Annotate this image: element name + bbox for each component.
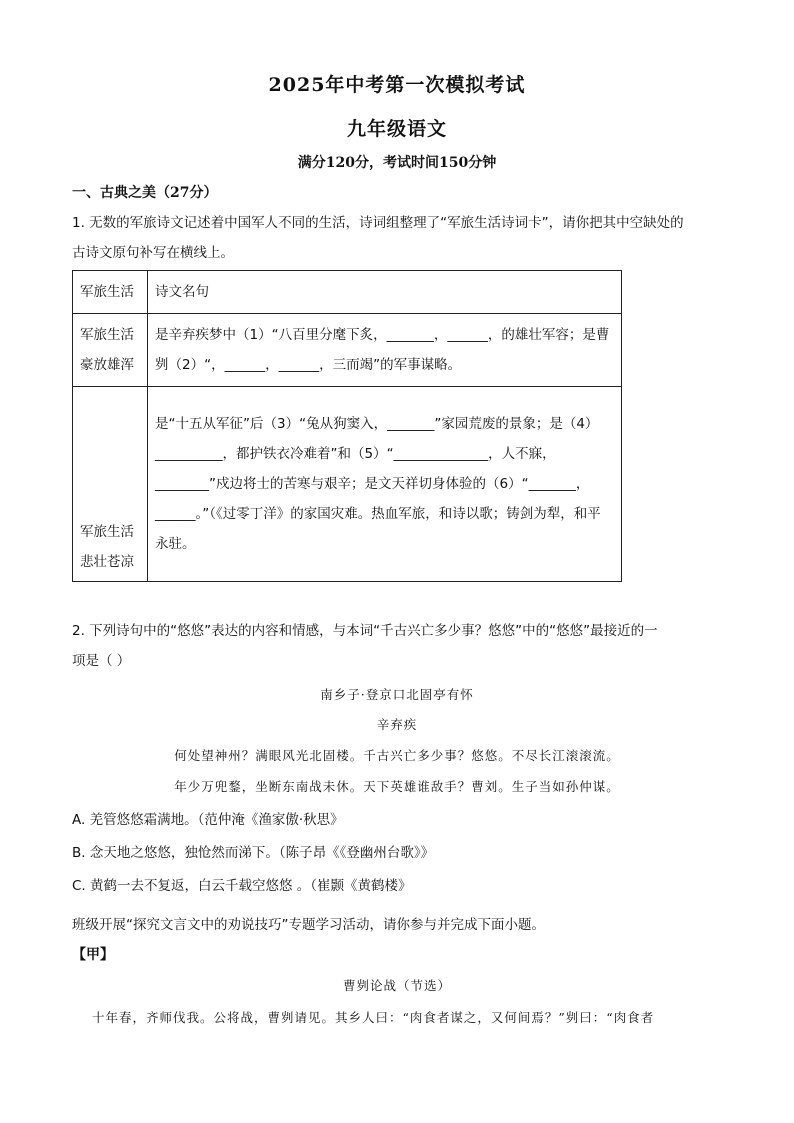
question-2-line-2: 项是（ ） xyxy=(72,653,131,669)
poem-line: 年少万兜鍪，坐断东南战未休。天下英雄谁敌手？曹刘。生子当如孙仲谋。 xyxy=(174,779,620,794)
question-1-line-2: 古诗文原句补写在横线上。 xyxy=(72,245,234,261)
option-c: C. 黄鹤一去不复返，白云千载空悠悠 。（崔颢《黄鹤楼》 xyxy=(72,878,412,894)
poem-author: 辛弃疾 xyxy=(376,717,418,732)
activity-intro: 班级开展“探究文言文中的劝说技巧”专题学习活动，请你参与并完成下面小题。 xyxy=(72,917,545,933)
option-b: B. 念天地之悠悠，独怆然而涕下。（陈子昂《《登幽州台歌》》 xyxy=(72,845,435,861)
poem-title: 南乡子·登京口北固亭有怀 xyxy=(320,687,474,702)
exam-info: 满分120分，考试时间150分钟 xyxy=(297,155,497,171)
table-row-content: 是“十五从军征”后（3）“兔从狗窦入，_______”家园荒废的景象；是（4）__________，都护铁衣冷难着”和（5）“______________，人不寐，________”戍边将士的苦寒与艰辛；是文天祥切身体验的（6）“_______，______。”（《过零丁洋》的家国灾难。热血军旅，和诗以歌；铸剑为犁，和平永驻。 xyxy=(148,387,622,582)
table-header-cell: 军旅生活 xyxy=(73,271,148,314)
article-title: 曹刿论战（节选） xyxy=(342,978,451,993)
table-header-row xyxy=(73,271,622,314)
question-2-line-1: 2. 下列诗句中的“悠悠”表达的内容和情感，与本词“千古兴亡多少事？悠悠”中的“悠悠”最接近的一 xyxy=(72,623,658,639)
question-1-line-1: 1. 无数的军旅诗文记述着中国军人不同的生活，诗词组整理了“军旅生活诗词卡”，请你把其中空缺处的 xyxy=(72,215,684,231)
table-row xyxy=(73,314,622,387)
table-row-label: 军旅生活悲壮苍凉 xyxy=(73,387,148,582)
section-heading: 一、古典之美（27分） xyxy=(72,185,218,201)
poem-card-table xyxy=(72,270,622,582)
option-a: A. 羌管悠悠霜满地。（范仲淹《渔家傲·秋思》 xyxy=(72,812,344,828)
poem-line: 何处望神州？满眼风光北固楼。千古兴亡多少事？悠悠。不尽长江滚滚流。 xyxy=(174,748,620,763)
table-row-label: 军旅生活豪放雄浑 xyxy=(73,314,148,387)
table-row xyxy=(73,387,622,582)
exam-title: 2025年中考第一次模拟考试 xyxy=(268,74,526,96)
article-line: 十年春，齐师伐我。公将战，曹刿请见。其乡人曰：“肉食者谋之，又何间焉？”刿曰：“肉食者 xyxy=(92,1010,655,1025)
section-tag: 【甲】 xyxy=(72,947,114,963)
table-row-content: 是辛弃疾梦中（1）“八百里分麾下炙，_______，______，的雄壮军容；是曹刿（2）“，______，______，三而竭”的军事谋略。 xyxy=(148,314,622,387)
table-header-cell: 诗文名句 xyxy=(148,271,622,314)
exam-subject: 九年级语文 xyxy=(346,118,447,140)
